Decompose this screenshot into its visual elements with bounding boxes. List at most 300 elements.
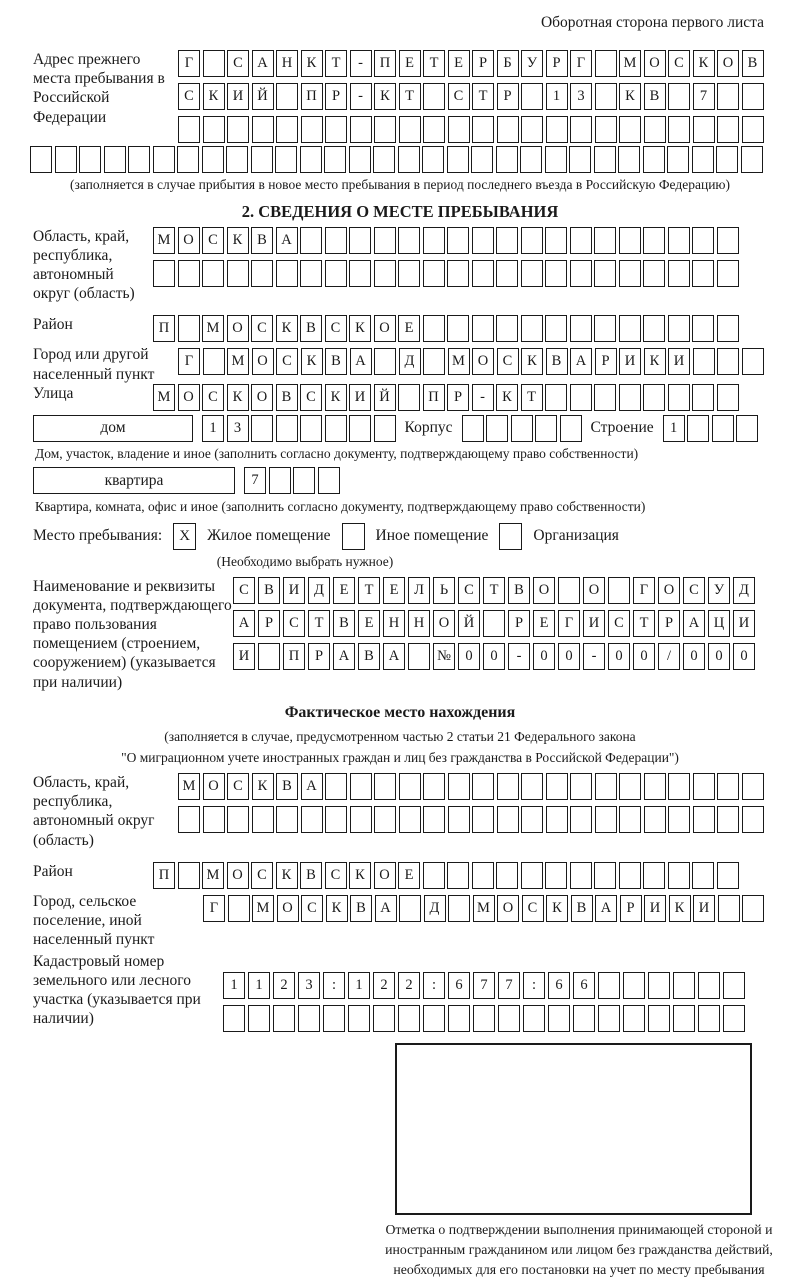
char-box[interactable]: П (374, 50, 396, 77)
char-box[interactable]: В (333, 610, 355, 637)
char-box[interactable]: Р (308, 643, 330, 670)
char-box[interactable] (423, 83, 445, 110)
char-box[interactable] (203, 348, 225, 375)
char-box[interactable] (276, 415, 298, 442)
char-box[interactable]: С (325, 315, 347, 342)
char-box[interactable] (573, 1005, 595, 1032)
char-box[interactable] (545, 227, 567, 254)
char-box[interactable] (178, 806, 200, 833)
char-box[interactable]: Б (497, 50, 519, 77)
char-box[interactable]: К (349, 315, 371, 342)
char-box[interactable]: С (448, 83, 470, 110)
char-box[interactable]: / (658, 643, 680, 670)
char-box[interactable]: Н (408, 610, 430, 637)
char-box[interactable]: С (301, 895, 323, 922)
char-box[interactable] (448, 895, 470, 922)
char-box[interactable]: М (252, 895, 274, 922)
char-box[interactable] (594, 146, 616, 173)
char-box[interactable] (717, 116, 739, 143)
char-box[interactable] (298, 1005, 320, 1032)
char-box[interactable] (373, 1005, 395, 1032)
char-box[interactable]: М (202, 862, 224, 889)
char-box[interactable]: А (333, 643, 355, 670)
char-box[interactable] (374, 806, 396, 833)
char-box[interactable]: И (283, 577, 305, 604)
char-box[interactable]: С (202, 227, 224, 254)
char-box[interactable] (473, 1005, 495, 1032)
char-box[interactable] (448, 116, 470, 143)
char-box[interactable] (546, 773, 568, 800)
char-box[interactable]: В (358, 643, 380, 670)
char-box[interactable] (619, 773, 641, 800)
char-box[interactable] (717, 384, 739, 411)
char-box[interactable]: Т (483, 577, 505, 604)
char-box[interactable] (30, 146, 52, 173)
char-box[interactable] (608, 577, 630, 604)
confirmation-stamp-area[interactable] (395, 1043, 752, 1215)
char-box[interactable] (497, 773, 519, 800)
char-box[interactable]: 6 (573, 972, 595, 999)
char-box[interactable] (447, 260, 469, 287)
char-box[interactable] (276, 260, 298, 287)
char-box[interactable] (693, 116, 715, 143)
char-box[interactable]: 0 (633, 643, 655, 670)
char-box[interactable]: : (423, 972, 445, 999)
char-box[interactable] (643, 260, 665, 287)
char-box[interactable]: К (325, 384, 347, 411)
char-box[interactable] (374, 227, 396, 254)
char-box[interactable] (448, 773, 470, 800)
char-box[interactable] (545, 862, 567, 889)
char-box[interactable]: И (583, 610, 605, 637)
char-box[interactable]: В (300, 315, 322, 342)
char-box[interactable]: № (433, 643, 455, 670)
char-box[interactable]: Д (399, 348, 421, 375)
char-box[interactable]: Т (358, 577, 380, 604)
char-box[interactable] (569, 146, 591, 173)
char-box[interactable] (692, 227, 714, 254)
char-box[interactable]: 0 (708, 643, 730, 670)
char-box[interactable]: М (153, 384, 175, 411)
char-box[interactable] (619, 806, 641, 833)
char-box[interactable] (251, 260, 273, 287)
char-box[interactable] (447, 146, 469, 173)
char-box[interactable] (349, 146, 371, 173)
char-box[interactable] (301, 116, 323, 143)
char-box[interactable]: С (251, 862, 273, 889)
char-box[interactable]: 7 (244, 467, 266, 494)
char-box[interactable] (423, 348, 445, 375)
char-box[interactable]: К (693, 50, 715, 77)
char-box[interactable] (648, 1005, 670, 1032)
char-box[interactable] (472, 773, 494, 800)
char-box[interactable] (447, 315, 469, 342)
char-box[interactable]: Д (308, 577, 330, 604)
char-box[interactable] (643, 146, 665, 173)
char-box[interactable] (423, 773, 445, 800)
char-box[interactable] (692, 862, 714, 889)
char-box[interactable] (546, 116, 568, 143)
char-box[interactable]: 0 (458, 643, 480, 670)
char-box[interactable]: Р (508, 610, 530, 637)
char-box[interactable] (595, 116, 617, 143)
char-box[interactable]: С (178, 83, 200, 110)
char-box[interactable] (668, 862, 690, 889)
char-box[interactable]: И (693, 895, 715, 922)
char-box[interactable] (717, 227, 739, 254)
char-box[interactable]: У (708, 577, 730, 604)
char-box[interactable] (687, 415, 709, 442)
char-box[interactable] (373, 146, 395, 173)
char-box[interactable]: Т (325, 50, 347, 77)
char-box[interactable]: П (153, 315, 175, 342)
char-box[interactable]: Р (472, 50, 494, 77)
char-box[interactable] (399, 895, 421, 922)
char-box[interactable] (496, 862, 518, 889)
char-box[interactable]: С (283, 610, 305, 637)
char-box[interactable] (521, 116, 543, 143)
char-box[interactable] (227, 116, 249, 143)
char-box[interactable] (486, 415, 508, 442)
char-box[interactable]: А (233, 610, 255, 637)
char-box[interactable]: О (178, 227, 200, 254)
char-box[interactable] (570, 384, 592, 411)
char-box[interactable] (594, 862, 616, 889)
char-box[interactable]: О (227, 862, 249, 889)
char-box[interactable] (598, 1005, 620, 1032)
char-box[interactable]: К (203, 83, 225, 110)
checkbox-organization[interactable] (499, 523, 522, 550)
char-box[interactable]: О (658, 577, 680, 604)
char-box[interactable] (673, 972, 695, 999)
char-box[interactable]: Г (178, 348, 200, 375)
char-box[interactable] (717, 315, 739, 342)
char-box[interactable]: С (683, 577, 705, 604)
char-box[interactable]: А (683, 610, 705, 637)
char-box[interactable]: П (423, 384, 445, 411)
char-box[interactable] (548, 1005, 570, 1032)
char-box[interactable]: М (619, 50, 641, 77)
char-box[interactable]: О (644, 50, 666, 77)
char-box[interactable] (692, 260, 714, 287)
house-type-cell[interactable]: дом (33, 415, 193, 442)
char-box[interactable]: - (583, 643, 605, 670)
char-box[interactable] (269, 467, 291, 494)
char-box[interactable]: Д (733, 577, 755, 604)
char-box[interactable] (619, 315, 641, 342)
char-box[interactable]: Н (383, 610, 405, 637)
char-box[interactable] (374, 773, 396, 800)
char-box[interactable]: Р (620, 895, 642, 922)
char-box[interactable]: И (619, 348, 641, 375)
char-box[interactable] (496, 227, 518, 254)
char-box[interactable] (422, 146, 444, 173)
char-box[interactable] (668, 227, 690, 254)
char-box[interactable] (472, 862, 494, 889)
char-box[interactable]: В (644, 83, 666, 110)
char-box[interactable] (673, 1005, 695, 1032)
char-box[interactable] (619, 862, 641, 889)
char-box[interactable] (227, 260, 249, 287)
char-box[interactable]: Г (633, 577, 655, 604)
char-box[interactable]: А (252, 50, 274, 77)
char-box[interactable]: П (153, 862, 175, 889)
char-box[interactable]: - (350, 83, 372, 110)
char-box[interactable]: М (153, 227, 175, 254)
char-box[interactable]: Р (595, 348, 617, 375)
char-box[interactable] (623, 972, 645, 999)
char-box[interactable] (258, 643, 280, 670)
char-box[interactable]: 3 (227, 415, 249, 442)
char-box[interactable] (448, 1005, 470, 1032)
char-box[interactable]: В (508, 577, 530, 604)
char-box[interactable] (521, 315, 543, 342)
char-box[interactable]: К (301, 348, 323, 375)
char-box[interactable]: К (252, 773, 274, 800)
char-box[interactable]: Ц (708, 610, 730, 637)
char-box[interactable]: А (595, 895, 617, 922)
char-box[interactable] (668, 806, 690, 833)
char-box[interactable] (128, 146, 150, 173)
char-box[interactable]: И (668, 348, 690, 375)
char-box[interactable]: А (276, 227, 298, 254)
char-box[interactable]: Т (633, 610, 655, 637)
char-box[interactable]: : (323, 972, 345, 999)
char-box[interactable]: К (326, 895, 348, 922)
char-box[interactable] (399, 806, 421, 833)
char-box[interactable] (398, 384, 420, 411)
char-box[interactable] (252, 116, 274, 143)
char-box[interactable] (350, 116, 372, 143)
char-box[interactable] (472, 806, 494, 833)
char-box[interactable] (55, 146, 77, 173)
char-box[interactable]: Т (399, 83, 421, 110)
char-box[interactable] (79, 146, 101, 173)
char-box[interactable] (153, 260, 175, 287)
char-box[interactable] (741, 146, 763, 173)
char-box[interactable] (398, 1005, 420, 1032)
char-box[interactable] (668, 83, 690, 110)
char-box[interactable]: Н (276, 50, 298, 77)
char-box[interactable]: 2 (273, 972, 295, 999)
char-box[interactable] (273, 1005, 295, 1032)
char-box[interactable]: О (472, 348, 494, 375)
char-box[interactable]: - (472, 384, 494, 411)
char-box[interactable]: М (202, 315, 224, 342)
char-box[interactable]: К (374, 83, 396, 110)
char-box[interactable] (178, 116, 200, 143)
char-box[interactable] (447, 227, 469, 254)
char-box[interactable] (643, 315, 665, 342)
char-box[interactable] (472, 116, 494, 143)
char-box[interactable]: Е (399, 50, 421, 77)
char-box[interactable] (717, 260, 739, 287)
char-box[interactable] (398, 227, 420, 254)
char-box[interactable] (717, 862, 739, 889)
char-box[interactable]: Р (447, 384, 469, 411)
char-box[interactable]: Е (383, 577, 405, 604)
char-box[interactable] (276, 806, 298, 833)
char-box[interactable] (472, 260, 494, 287)
char-box[interactable] (177, 146, 199, 173)
char-box[interactable] (228, 895, 250, 922)
char-box[interactable] (248, 1005, 270, 1032)
char-box[interactable] (619, 384, 641, 411)
char-box[interactable]: М (178, 773, 200, 800)
char-box[interactable]: О (251, 384, 273, 411)
char-box[interactable]: Т (308, 610, 330, 637)
char-box[interactable]: Й (458, 610, 480, 637)
char-box[interactable] (350, 773, 372, 800)
char-box[interactable] (742, 116, 764, 143)
char-box[interactable] (300, 415, 322, 442)
char-box[interactable]: Т (521, 384, 543, 411)
char-box[interactable] (723, 972, 745, 999)
char-box[interactable]: К (301, 50, 323, 77)
char-box[interactable]: 1 (348, 972, 370, 999)
char-box[interactable]: Е (398, 862, 420, 889)
char-box[interactable]: 3 (298, 972, 320, 999)
char-box[interactable] (300, 260, 322, 287)
char-box[interactable]: М (227, 348, 249, 375)
char-box[interactable]: 3 (570, 83, 592, 110)
char-box[interactable]: 1 (248, 972, 270, 999)
char-box[interactable]: 1 (546, 83, 568, 110)
char-box[interactable] (523, 1005, 545, 1032)
char-box[interactable] (570, 260, 592, 287)
char-box[interactable] (520, 146, 542, 173)
char-box[interactable]: 6 (548, 972, 570, 999)
char-box[interactable]: С (458, 577, 480, 604)
char-box[interactable]: 2 (373, 972, 395, 999)
char-box[interactable]: О (374, 862, 396, 889)
char-box[interactable] (350, 806, 372, 833)
char-box[interactable] (716, 146, 738, 173)
char-box[interactable]: К (349, 862, 371, 889)
char-box[interactable] (521, 227, 543, 254)
char-box[interactable]: Р (258, 610, 280, 637)
char-box[interactable] (349, 415, 371, 442)
char-box[interactable]: С (251, 315, 273, 342)
char-box[interactable] (545, 384, 567, 411)
char-box[interactable] (423, 862, 445, 889)
char-box[interactable]: О (203, 773, 225, 800)
char-box[interactable] (742, 806, 764, 833)
char-box[interactable]: 0 (608, 643, 630, 670)
char-box[interactable] (398, 146, 420, 173)
char-box[interactable]: Е (533, 610, 555, 637)
char-box[interactable]: 0 (483, 643, 505, 670)
char-box[interactable]: Т (423, 50, 445, 77)
char-box[interactable]: В (251, 227, 273, 254)
char-box[interactable]: Л (408, 577, 430, 604)
char-box[interactable] (349, 227, 371, 254)
char-box[interactable]: К (276, 862, 298, 889)
char-box[interactable]: Д (424, 895, 446, 922)
char-box[interactable]: 1 (202, 415, 224, 442)
char-box[interactable] (496, 315, 518, 342)
char-box[interactable]: С (233, 577, 255, 604)
char-box[interactable] (252, 806, 274, 833)
char-box[interactable] (570, 315, 592, 342)
char-box[interactable] (742, 83, 764, 110)
char-box[interactable] (325, 260, 347, 287)
char-box[interactable] (545, 315, 567, 342)
char-box[interactable] (692, 315, 714, 342)
char-box[interactable]: А (301, 773, 323, 800)
char-box[interactable]: Е (358, 610, 380, 637)
char-box[interactable] (325, 773, 347, 800)
char-box[interactable] (293, 467, 315, 494)
char-box[interactable]: И (644, 895, 666, 922)
char-box[interactable]: С (202, 384, 224, 411)
char-box[interactable]: 0 (558, 643, 580, 670)
char-box[interactable] (717, 773, 739, 800)
char-box[interactable] (535, 415, 557, 442)
char-box[interactable] (595, 806, 617, 833)
char-box[interactable]: Й (374, 384, 396, 411)
char-box[interactable]: В (546, 348, 568, 375)
char-box[interactable] (693, 773, 715, 800)
char-box[interactable] (275, 146, 297, 173)
char-box[interactable]: О (433, 610, 455, 637)
char-box[interactable] (203, 116, 225, 143)
char-box[interactable] (598, 972, 620, 999)
apartment-type-cell[interactable]: квартира (33, 467, 235, 494)
char-box[interactable] (374, 116, 396, 143)
char-box[interactable]: 0 (683, 643, 705, 670)
char-box[interactable] (423, 260, 445, 287)
char-box[interactable] (325, 415, 347, 442)
char-box[interactable] (521, 773, 543, 800)
char-box[interactable]: М (448, 348, 470, 375)
char-box[interactable] (374, 415, 396, 442)
char-box[interactable]: Р (497, 83, 519, 110)
char-box[interactable] (558, 577, 580, 604)
char-box[interactable]: К (227, 227, 249, 254)
char-box[interactable] (595, 773, 617, 800)
checkbox-residential[interactable]: X (173, 523, 196, 550)
char-box[interactable] (448, 806, 470, 833)
char-box[interactable] (251, 415, 273, 442)
char-box[interactable]: Г (203, 895, 225, 922)
char-box[interactable]: С (276, 348, 298, 375)
char-box[interactable]: 0 (733, 643, 755, 670)
char-box[interactable]: 7 (693, 83, 715, 110)
char-box[interactable]: : (523, 972, 545, 999)
char-box[interactable] (619, 260, 641, 287)
char-box[interactable]: О (252, 348, 274, 375)
char-box[interactable]: К (496, 384, 518, 411)
char-box[interactable]: О (178, 384, 200, 411)
char-box[interactable]: М (473, 895, 495, 922)
char-box[interactable]: С (608, 610, 630, 637)
char-box[interactable] (178, 260, 200, 287)
char-box[interactable]: Г (558, 610, 580, 637)
char-box[interactable]: А (375, 895, 397, 922)
char-box[interactable]: Е (333, 577, 355, 604)
char-box[interactable] (153, 146, 175, 173)
char-box[interactable]: 2 (398, 972, 420, 999)
char-box[interactable] (570, 227, 592, 254)
char-box[interactable]: С (668, 50, 690, 77)
char-box[interactable] (408, 643, 430, 670)
char-box[interactable] (472, 227, 494, 254)
char-box[interactable] (643, 227, 665, 254)
char-box[interactable]: С (522, 895, 544, 922)
char-box[interactable] (560, 415, 582, 442)
char-box[interactable] (325, 806, 347, 833)
